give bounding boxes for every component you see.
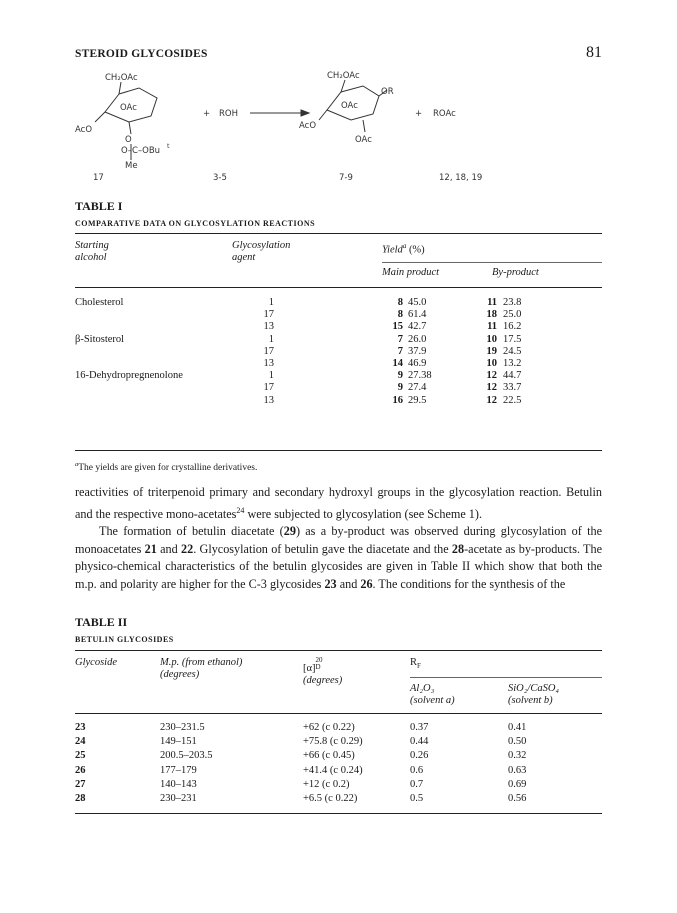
reaction-scheme-drawing — [75, 70, 602, 190]
compound-21: 21 — [144, 541, 157, 556]
table1-cell-main-yield: 27.38 — [408, 370, 432, 382]
table1-cell-by-number: 18 — [486, 309, 497, 321]
table1-cell-alcohol: Cholesterol — [75, 297, 124, 308]
scheme-number-3-5: 3-5 — [213, 173, 227, 183]
table2-cell-mp: 149–151 — [160, 736, 197, 748]
table2-bottom-rule — [75, 813, 602, 814]
table2-cell-rotation: +66 (c 0.45) — [303, 750, 355, 762]
table2-header-al2o3 — [410, 683, 455, 707]
table1-cell-by-number: 11 — [487, 321, 497, 333]
table2-caption: BETULIN GLYCOSIDES — [75, 635, 174, 644]
table2-header-rf — [410, 657, 421, 672]
paragraph-2-text-c: and — [156, 541, 181, 556]
table1-yield-rule — [382, 262, 602, 263]
table1-cell-by-yield: 17.5 — [503, 333, 522, 345]
table2-header-rotation-symbol: [α] — [303, 663, 316, 674]
compound-29: 29 — [283, 524, 296, 539]
table2-cell-rotation: +12 (c 0.2) — [303, 778, 350, 790]
table2-header-sio2 — [508, 683, 559, 707]
table1-cell-agent: 1 — [268, 370, 274, 382]
table2-cell-glycoside: 24 — [75, 736, 86, 748]
table2-cell-al2o3: 0.5 — [410, 793, 424, 804]
table1-footnote — [75, 461, 257, 473]
table2-header-rotation-temp: 20 — [315, 656, 323, 664]
scheme-7-aco: AcO — [299, 121, 317, 131]
table2-cell-al2o3: 0.6 — [410, 764, 424, 776]
table1-cell-main-number: 7 — [397, 345, 403, 357]
table1-header-agent-line2: agent — [232, 252, 256, 263]
table2-cell-al2o3: 0.37 — [410, 722, 429, 733]
table2-cell-sio2: 0.56 — [508, 793, 527, 804]
table1-cell-main-number: 15 — [392, 321, 403, 333]
table2-cell-sio2: 0.50 — [508, 736, 527, 748]
table1-header-main: Main product — [382, 267, 440, 278]
table2-rf-rule — [410, 677, 602, 678]
paragraph-2-text-b: ) as a by-product was observed during glycosylation of the monoacetates — [75, 524, 602, 556]
table2-cell-glycoside: 23 — [75, 722, 86, 733]
table2-header-mp-line2: (degrees) — [160, 669, 200, 680]
paragraph-1-text-a: reactivities of triterpenoid primary and secondary hydroxyl groups in the glycosylation reaction. Betulin and the respective mono-acetates — [75, 485, 602, 521]
table1-cell-main-number: 9 — [397, 382, 403, 394]
table1-footnote-mark: a — [75, 461, 79, 468]
scheme-7-oac-lower: OAc — [355, 135, 372, 145]
table2-cell-mp: 140–143 — [160, 778, 197, 790]
scheme-plus-1: + — [203, 109, 211, 119]
scheme-17-aco: AcO — [75, 125, 93, 135]
table1-cell-main-yield: 61.4 — [408, 309, 427, 321]
page-number: 81 — [586, 44, 602, 61]
table1-cell-by-yield: 44.7 — [503, 370, 522, 382]
paragraph-1 — [75, 484, 602, 523]
table1-header-starting — [75, 240, 109, 264]
table1-cell-main-yield: 45.0 — [408, 297, 427, 308]
paragraph-2-text-f: and — [336, 576, 361, 591]
table2-cell-mp: 230–231 — [160, 793, 197, 804]
table1-cell-main-number: 16 — [392, 394, 403, 406]
scheme-roac: ROAc — [433, 109, 456, 119]
table1-cell-by-yield: 22.5 — [503, 394, 522, 406]
table1-cell-main-number: 9 — [397, 370, 403, 382]
table2-header-rotation-line: D — [315, 663, 321, 671]
table2-cell-al2o3: 0.44 — [410, 736, 429, 748]
paragraph-1-text-b: were subjected to glycosylation (see Scheme 1). — [244, 506, 483, 521]
table1-header-yield — [382, 240, 425, 257]
paragraph-2-text-a: The formation of betulin diacetate ( — [99, 524, 284, 539]
table1-header-starting-line2: alcohol — [75, 252, 107, 263]
table1-cell-main-yield: 26.0 — [408, 333, 427, 345]
table2-cell-sio2: 0.41 — [508, 722, 527, 733]
table1-cell-by-number: 12 — [486, 370, 497, 382]
table1-cell-by-yield: 25.0 — [503, 309, 522, 321]
table1-cell-main-number: 8 — [397, 309, 403, 321]
table1-cell-main-number: 14 — [392, 358, 403, 369]
scheme-number-17: 17 — [93, 173, 104, 183]
table1-cell-main-number: 8 — [397, 297, 403, 308]
table2-header-rotation-unit: (degrees) — [303, 675, 343, 686]
scheme-7-ch2oac: CH₂OAc — [327, 71, 360, 81]
table2-cell-glycoside: 25 — [75, 750, 86, 762]
table1-cell-alcohol: β-Sitosterol — [75, 333, 125, 345]
paragraph-2-text-e: -acetate as by-products. The physico-chemical characteristics of the betulin glycosides are given in Table II which show that both the m.p. and polarity are higher for the C-3 glycosides — [75, 541, 603, 591]
table2-header-rf-symbol: R — [410, 657, 418, 668]
table2-cell-rotation: +41.4 (c 0.24) — [303, 764, 363, 776]
table1-header-agent-line1: Glycosylation — [232, 240, 291, 251]
scheme-17-me: Me — [125, 161, 138, 171]
table1-header-yield-unit: (%) — [406, 244, 425, 256]
scheme-17-oac: OAc — [120, 103, 137, 113]
table2-header-glycoside: Glycoside — [75, 657, 117, 668]
table1-caption: COMPARATIVE DATA ON GLYCOSYLATION REACTIONS — [75, 219, 316, 228]
scheme-17-ch2oac: CH₂OAc — [105, 73, 138, 83]
table1-cell-by-yield: 24.5 — [503, 345, 522, 357]
table1-cell-agent: 13 — [263, 321, 274, 333]
table2-cell-glycoside: 26 — [75, 764, 86, 776]
table1-cell-agent: 17 — [263, 345, 274, 357]
table2-cell-glycoside: 27 — [75, 778, 86, 790]
scheme-17-t: t — [167, 142, 170, 150]
table1-header-rule — [75, 287, 602, 288]
table1-cell-by-yield: 13.2 — [503, 358, 522, 369]
table2-cell-sio2: 0.69 — [508, 778, 527, 790]
compound-22: 22 — [181, 541, 194, 556]
table1-cell-by-number: 12 — [486, 382, 497, 394]
table2-top-rule — [75, 650, 602, 651]
paragraph-2-text-d: . Glycosylation of betulin gave the diacetate and the — [193, 541, 452, 556]
scheme-17-orthoester: O–C–OBu — [121, 146, 161, 156]
body-text — [75, 484, 602, 593]
running-title: STEROID GLYCOSIDES — [75, 48, 208, 60]
table2-header-rule — [75, 713, 602, 714]
table2-cell-mp: 230–231.5 — [160, 722, 205, 733]
table2-cell-glycoside: 28 — [75, 793, 86, 804]
table1-bottom-rule — [75, 450, 602, 451]
table1-header-by: By-product — [492, 267, 539, 278]
table1-header-yield-text: Yield — [382, 244, 403, 256]
table1-cell-by-number: 19 — [486, 345, 497, 357]
table1-header-yield-mark: a — [402, 242, 407, 250]
table2-cell-mp: 200.5–203.5 — [160, 750, 213, 762]
table2-cell-al2o3: 0.7 — [410, 778, 424, 790]
table1-cell-by-number: 11 — [487, 297, 497, 308]
running-head — [75, 44, 602, 64]
table1-cell-agent: 13 — [263, 358, 274, 369]
scheme-17-o: O — [125, 135, 132, 145]
table1-cell-main-number: 7 — [397, 333, 403, 345]
table1-footnote-text: The yields are given for crystalline derivatives. — [78, 463, 258, 474]
scheme-number-7-9: 7-9 — [339, 173, 353, 183]
table1-label: TABLE I — [75, 199, 123, 213]
table1-cell-main-yield: 42.7 — [408, 321, 427, 333]
table2-cell-sio2: 0.32 — [508, 750, 527, 762]
table2-header-sio2-line1: SiO₂/CaSO₄ — [508, 683, 560, 694]
table2-cell-rotation: +62 (c 0.22) — [303, 722, 355, 733]
scheme-plus-2: + — [415, 109, 423, 119]
scheme-number-12-18-19: 12, 18, 19 — [439, 173, 483, 183]
table1-cell-main-yield: 37.9 — [408, 345, 427, 357]
reference-24: 24 — [236, 505, 245, 515]
scheme-7-oac: OAc — [341, 101, 358, 111]
table1-cell-agent: 17 — [263, 382, 274, 394]
table2-header-mp-line1: M.p. (from ethanol) — [160, 657, 243, 668]
compound-26: 26 — [360, 576, 373, 591]
reaction-scheme — [75, 70, 602, 190]
table2-label: TABLE II — [75, 615, 128, 629]
table1-cell-agent: 13 — [263, 394, 274, 406]
compound-28: 28 — [451, 541, 465, 556]
table1-cell-main-yield: 29.5 — [408, 394, 427, 406]
table1-cell-by-yield: 23.8 — [503, 297, 522, 308]
table2-header-al2o3-line2: (solvent a) — [410, 695, 455, 706]
table2-cell-mp: 177–179 — [160, 764, 197, 776]
table2-cell-al2o3: 0.26 — [410, 750, 429, 762]
table1-cell-main-yield: 46.9 — [408, 358, 427, 369]
table1-header-agent — [232, 240, 290, 264]
table1-header-starting-line1: Starting — [75, 240, 109, 251]
paragraph-2 — [75, 523, 602, 593]
table1-cell-agent: 1 — [268, 333, 274, 345]
table1-cell-by-number: 10 — [486, 333, 497, 345]
scheme-roh: ROH — [219, 109, 238, 119]
table2-header-al2o3-line1: Al₂O₃ — [410, 683, 435, 694]
table2-cell-rotation: +75.8 (c 0.29) — [303, 736, 363, 748]
table1-cell-by-number: 12 — [486, 394, 497, 406]
table1-cell-by-yield: 16.2 — [503, 321, 522, 333]
table2-cell-rotation: +6.5 (c 0.22) — [303, 793, 358, 804]
table1-cell-main-yield: 27.4 — [408, 382, 427, 394]
table2-header-rf-subscript: F — [417, 662, 421, 671]
table2-header-mp — [160, 657, 242, 681]
compound-23: 23 — [324, 576, 337, 591]
table1-cell-agent: 17 — [263, 309, 274, 321]
paragraph-2-text-g: . The conditions for the synthesis of the — [372, 576, 566, 591]
table1-cell-agent: 1 — [268, 297, 274, 308]
table2-header-sio2-line2: (solvent b) — [508, 695, 553, 706]
table2-header-rotation — [303, 657, 342, 687]
table1-cell-by-yield: 33.7 — [503, 382, 522, 394]
table1-top-rule — [75, 233, 602, 234]
table1-cell-alcohol: 16-Dehydropregnenolone — [75, 370, 183, 382]
scheme-7-or: OR — [381, 87, 394, 97]
table2-cell-sio2: 0.63 — [508, 764, 527, 776]
table1-cell-by-number: 10 — [486, 358, 497, 369]
